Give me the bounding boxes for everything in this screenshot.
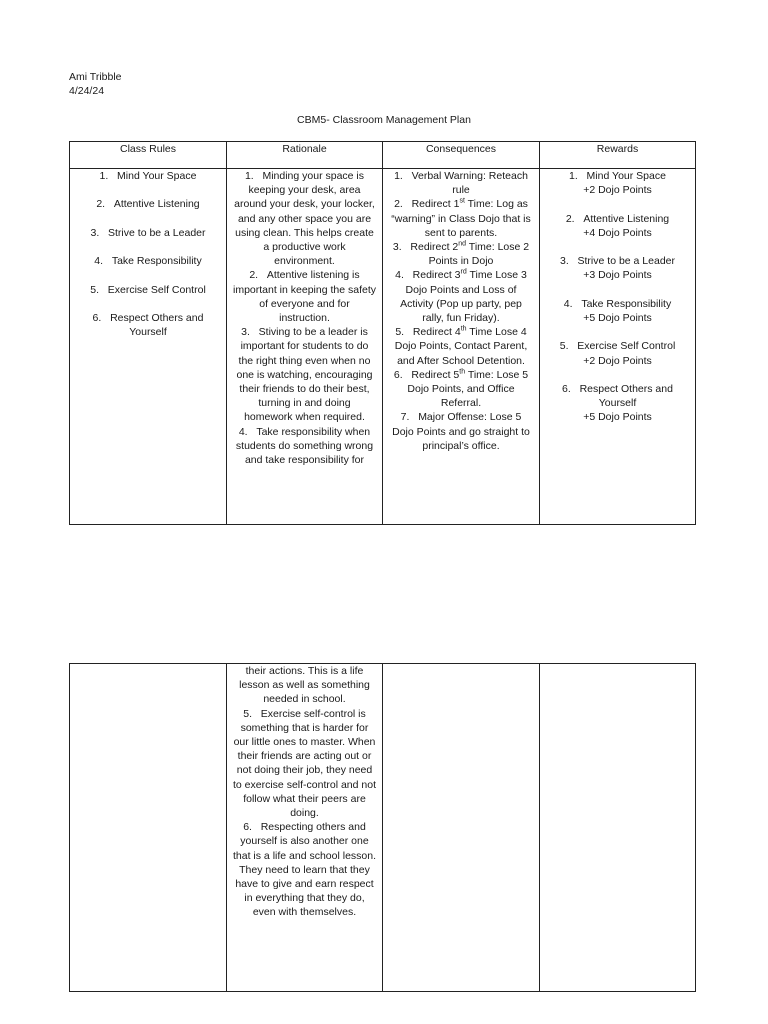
reward-points: +5 Dojo Points: [583, 411, 652, 424]
list-item: Take Responsibility +5 Dojo Points: [546, 297, 689, 325]
list-item: Minding your space is keeping your desk, area around your desk, your locker, and any other space you are using clean. This helps create a productive work environment.: [234, 170, 375, 268]
list-item: Attentive Listening: [113, 198, 200, 211]
list-item: Take responsibility when students do something wrong and take responsibility for: [235, 425, 374, 467]
consequences-cell-continued: [383, 664, 540, 992]
list-item: Mind Your Space +2 Dojo Points: [546, 169, 689, 197]
management-plan-table: [69, 141, 696, 525]
list-item: Exercise Self Control +2 Dojo Points: [546, 339, 689, 367]
class-rules-cell-continued: [70, 664, 227, 992]
rationale-continuation: their actions. This is a life lesson as well as something needed in school.: [239, 665, 370, 706]
list-item: Respecting others and yourself is also another one that is a life and school lesson. They need to learn that they have to give and earn respect in everything that they do, even with themselves.: [233, 821, 377, 919]
column-header-class-rules: Class Rules: [70, 142, 227, 169]
reward-points: +2 Dojo Points: [583, 354, 652, 367]
reward-points: +5 Dojo Points: [583, 311, 652, 324]
rationale-cell: [227, 169, 383, 525]
table-row: [70, 664, 696, 992]
table-row: [70, 169, 696, 525]
list-item: Attentive Listening +4 Dojo Points: [546, 212, 689, 240]
list-item: Redirect 2nd Time: Lose 2 Points in Dojo: [410, 240, 530, 268]
class-rules-list: [76, 169, 220, 339]
list-item: Redirect 1st Time: Log as “warning” in Class Dojo that is sent to parents.: [391, 197, 531, 239]
document-header: [69, 70, 122, 98]
rewards-cell-continued: [540, 664, 696, 992]
list-item: Strive to be a Leader +3 Dojo Points: [546, 254, 689, 282]
reward-points: +4 Dojo Points: [583, 226, 652, 239]
document-date: 4/24/24: [69, 85, 105, 98]
rewards-list: [546, 169, 689, 425]
list-item: Redirect 5th Time: Lose 5 Dojo Points, and Office Referral.: [407, 368, 529, 410]
author-name: Ami Tribble: [69, 71, 122, 83]
column-header-rationale: Rationale: [227, 142, 383, 169]
list-item: Redirect 4th Time Lose 4 Dojo Points, Contact Parent, and After School Detention.: [394, 325, 528, 367]
reward-points: +3 Dojo Points: [583, 269, 652, 282]
list-item: Strive to be a Leader: [108, 226, 206, 239]
list-item: Exercise self-control is something that is harder for our little ones to master. When their friends are acting out or not doing their job, they need to exercise self-control and not follow what their peers are doing.: [233, 707, 376, 820]
document-title: CBM5- Classroom Management Plan: [297, 114, 471, 126]
management-plan-table-continued: [69, 663, 696, 992]
list-item: Stiving to be a leader is important for students to do the right thing even when no one is watching, encouraging their friends to do their best, turning in and doing homework when required.: [236, 326, 373, 424]
consequences-cell: [383, 169, 540, 525]
list-item: Take Responsibility: [111, 255, 202, 268]
list-item: Mind Your Space: [117, 170, 197, 182]
rationale-cell-continued: [227, 664, 383, 992]
list-item: Respect Others and Yourself: [110, 311, 204, 339]
list-item: Attentive listening is important in keeping the safety of everyone and for instruction.: [233, 269, 377, 325]
class-rules-cell: [70, 169, 227, 525]
list-item: Exercise Self Control: [107, 283, 206, 296]
consequences-list: [389, 169, 533, 453]
list-item: Verbal Warning: Reteach rule: [411, 170, 528, 197]
table-header-row: [70, 142, 696, 169]
rewards-cell: [540, 169, 696, 525]
reward-points: +2 Dojo Points: [583, 184, 652, 197]
column-header-rewards: Rewards: [540, 142, 696, 169]
rationale-list-continued: [233, 707, 376, 920]
rationale-list: [233, 169, 376, 467]
list-item: Respect Others and Yourself +5 Dojo Points: [546, 382, 689, 425]
column-header-consequences: Consequences: [383, 142, 540, 169]
list-item: Major Offense: Lose 5 Dojo Points and go straight to principal’s office.: [392, 411, 530, 452]
list-item: Redirect 3rd Time Lose 3 Dojo Points and Loss of Activity (Pop up party, pep rally, fun Friday).: [400, 268, 527, 325]
